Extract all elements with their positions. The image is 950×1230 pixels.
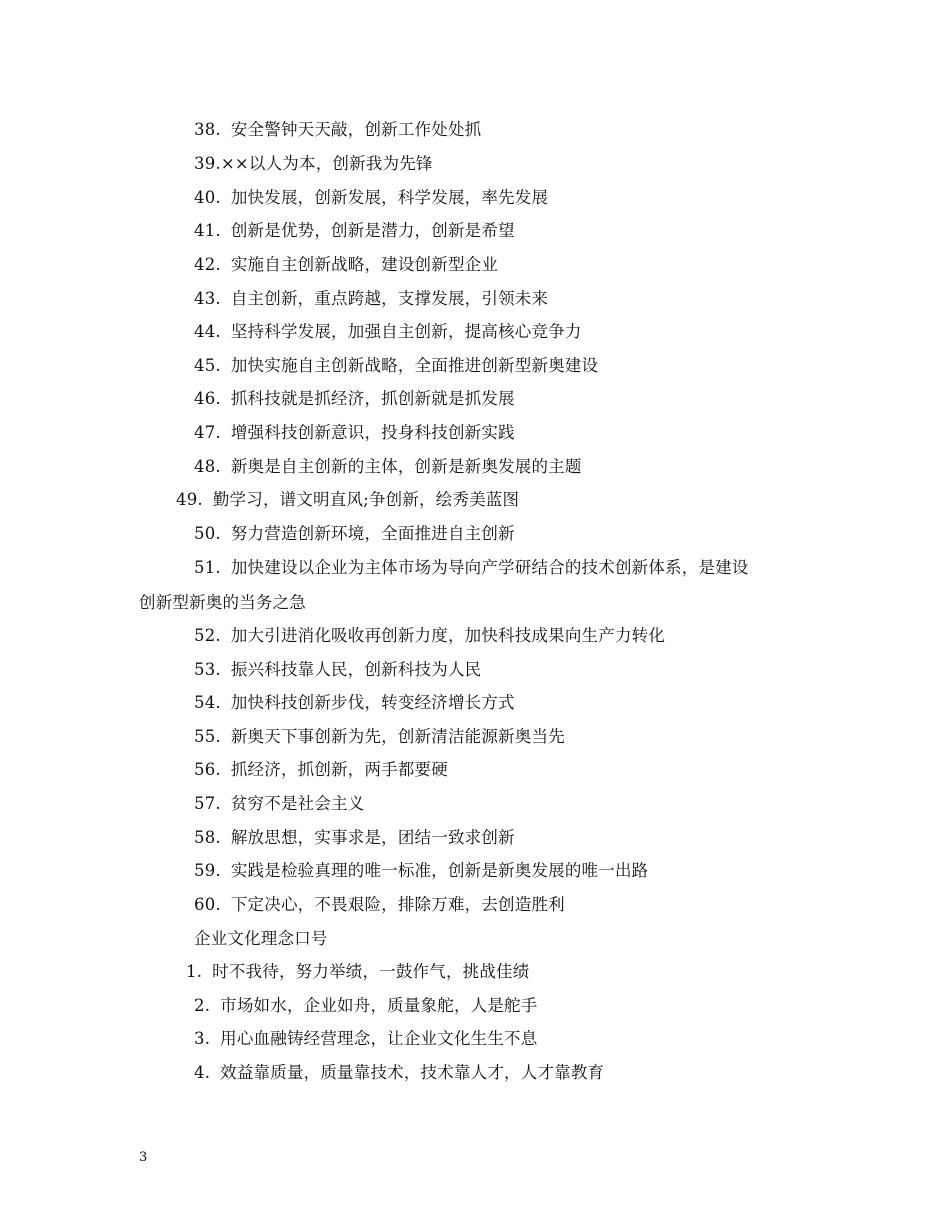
- item-number: 2.: [194, 996, 211, 1015]
- slogan-39: [194, 153, 433, 175]
- item-number: 41.: [194, 221, 221, 240]
- item-number: 46.: [194, 389, 221, 408]
- slogan-56: [194, 759, 448, 781]
- slogan-38: [194, 119, 481, 141]
- item-text: 抓科技就是抓经济，抓创新就是抓发展: [230, 389, 515, 408]
- item-number: 54.: [194, 693, 221, 712]
- slogan-57: [194, 793, 364, 815]
- slogan-60: [194, 894, 565, 916]
- culture-slogan-4: [194, 1062, 604, 1084]
- item-number: 47.: [194, 423, 221, 442]
- item-number: 55.: [194, 727, 221, 746]
- item-number: 1.: [186, 962, 203, 981]
- section-title: 企业文化理念口号: [194, 929, 328, 948]
- item-text: 加大引进消化吸收再创新力度，加快科技成果向生产力转化: [230, 626, 666, 645]
- item-text: 抓经济，抓创新，两手都要硬: [230, 760, 448, 779]
- slogan-40: [194, 187, 548, 209]
- slogan-54: [194, 692, 515, 714]
- item-number: 56.: [194, 760, 221, 779]
- item-text-continuation: 创新型新奥的当务之急: [139, 593, 306, 612]
- item-number: 44.: [194, 322, 221, 341]
- item-number: 52.: [194, 626, 221, 645]
- item-text: 振兴科技靠人民，创新科技为人民: [230, 660, 482, 679]
- item-text: 下定决心，不畏艰险，排除万难，去创造胜利: [230, 895, 565, 914]
- item-text: 加快科技创新步伐，转变经济增长方式: [230, 693, 515, 712]
- slogan-59: [194, 860, 648, 882]
- item-number: 39.: [194, 154, 221, 173]
- page-number: 3: [139, 1150, 148, 1165]
- slogan-42: [194, 254, 498, 276]
- culture-slogan-1: [186, 961, 529, 983]
- slogan-53: [194, 659, 481, 681]
- item-text: 加快建设以企业为主体市场为导向产学研结合的技术创新体系，是建设: [230, 558, 749, 577]
- item-text: 新奥天下事创新为先，创新清洁能源新奥当先: [230, 727, 565, 746]
- item-text: 新奥是自主创新的主体，创新是新奥发展的主题: [230, 457, 582, 476]
- item-text: 增强科技创新意识，投身科技创新实践: [230, 423, 515, 442]
- slogan-47: [194, 422, 515, 444]
- slogan-43: [194, 288, 548, 310]
- slogan-51: [194, 557, 749, 579]
- item-text: 实施自主创新战略，建设创新型企业: [230, 255, 499, 274]
- item-text: 勤学习，谱文明直风;争创新，绘秀美蓝图: [212, 490, 520, 509]
- item-number: 49.: [176, 490, 203, 509]
- item-text: ××以人为本，创新我为先锋: [220, 154, 433, 173]
- culture-slogan-2: [194, 995, 537, 1017]
- item-text: 贫穷不是社会主义: [230, 794, 365, 813]
- slogan-50: [194, 523, 515, 545]
- item-number: 3.: [194, 1029, 211, 1048]
- item-number: 40.: [194, 188, 221, 207]
- item-text: 努力营造创新环境，全面推进自主创新: [230, 524, 515, 543]
- slogan-44: [194, 321, 582, 343]
- item-text: 自主创新，重点跨越，支撑发展，引领未来: [230, 289, 549, 308]
- item-text: 坚持科学发展，加强自主创新，提高核心竞争力: [230, 322, 582, 341]
- slogan-45: [194, 355, 598, 377]
- item-number: 38.: [194, 120, 221, 139]
- slogan-52: [194, 625, 665, 647]
- slogan-55: [194, 726, 565, 748]
- slogan-49: [176, 489, 519, 511]
- item-text: 市场如水，企业如舟，质量象舵，人是舵手: [220, 996, 538, 1015]
- slogan-51-continuation: [139, 592, 306, 614]
- item-text: 实践是检验真理的唯一标准，创新是新奥发展的唯一出路: [230, 861, 649, 880]
- item-text: 加快实施自主创新战略，全面推进创新型新奥建设: [230, 356, 599, 375]
- item-number: 4.: [194, 1063, 211, 1082]
- slogan-48: [194, 456, 582, 478]
- slogan-46: [194, 388, 515, 410]
- item-text: 解放思想，实事求是，团结一致求创新: [230, 828, 515, 847]
- item-number: 43.: [194, 289, 221, 308]
- item-number: 57.: [194, 794, 221, 813]
- item-text: 时不我待，努力举绩，一鼓作气，挑战佳绩: [212, 962, 530, 981]
- item-number: 59.: [194, 861, 221, 880]
- item-text: 加快发展，创新发展，科学发展，率先发展: [230, 188, 549, 207]
- item-text: 用心血融铸经营理念，让企业文化生生不息: [220, 1029, 538, 1048]
- culture-slogan-3: [194, 1028, 537, 1050]
- item-text: 效益靠质量，质量靠技术，技术靠人才，人才靠教育: [220, 1063, 605, 1082]
- item-number: 51.: [194, 558, 221, 577]
- item-number: 45.: [194, 356, 221, 375]
- item-number: 50.: [194, 524, 221, 543]
- item-number: 48.: [194, 457, 221, 476]
- item-text: 安全警钟天天敲，创新工作处处抓: [230, 120, 482, 139]
- item-number: 42.: [194, 255, 221, 274]
- item-number: 60.: [194, 895, 221, 914]
- slogan-58: [194, 827, 515, 849]
- item-number: 58.: [194, 828, 221, 847]
- item-text: 创新是优势，创新是潜力，创新是希望: [230, 221, 515, 240]
- item-number: 53.: [194, 660, 221, 679]
- slogan-41: [194, 220, 515, 242]
